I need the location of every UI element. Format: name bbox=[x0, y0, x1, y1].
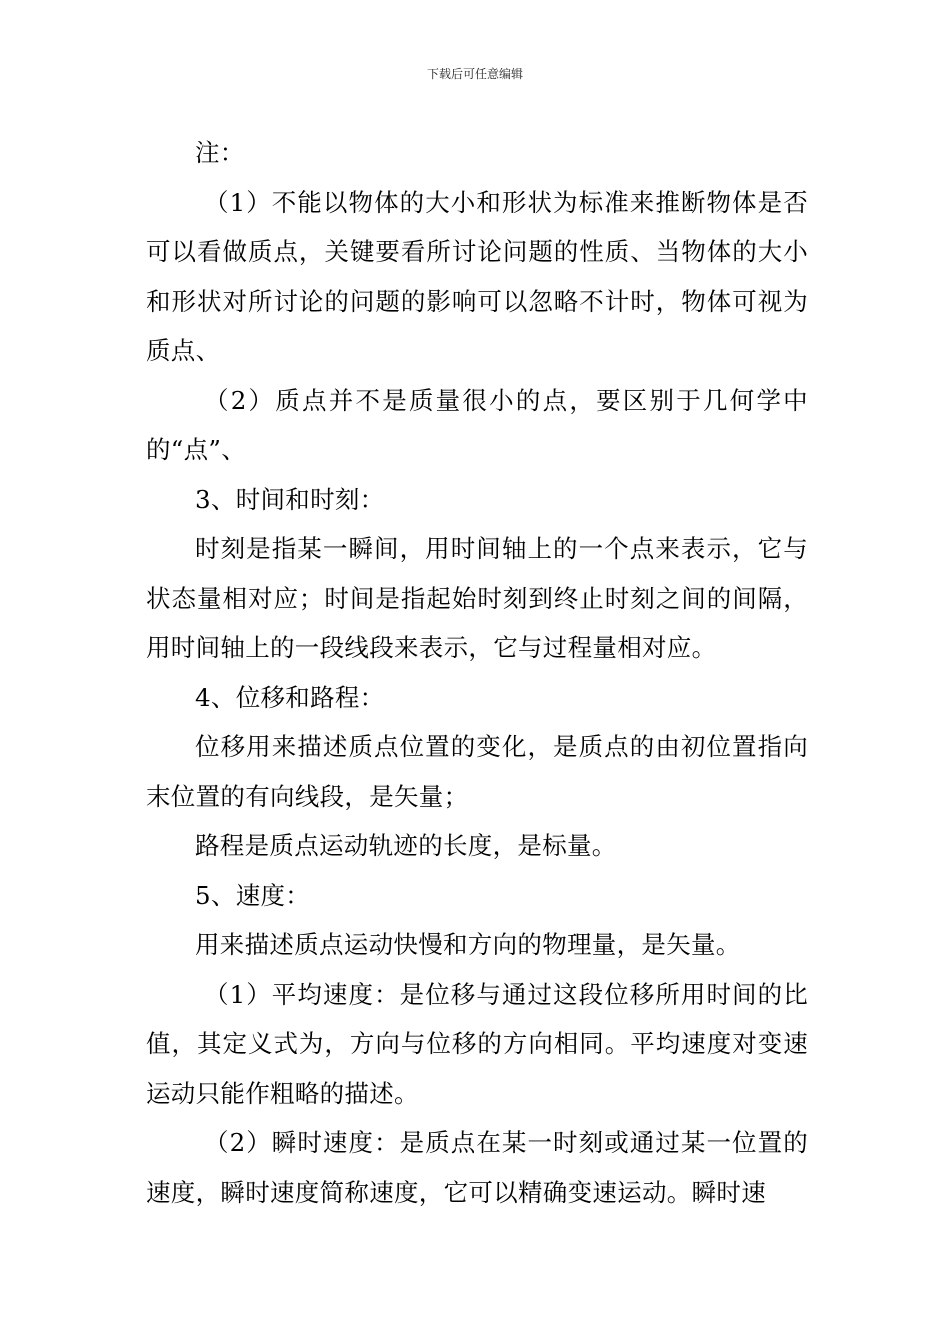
instantaneous-velocity-paragraph: （2）瞬时速度：是质点在某一时刻或通过某一位置的速度，瞬时速度简称速度，它可以精确变速运动。瞬时速 bbox=[146, 1128, 808, 1207]
distance-paragraph: 路程是质点运动轨迹的长度，是标量。 bbox=[195, 831, 617, 860]
average-velocity-paragraph: （1）平均速度：是位移与通过这段位移所用时间的比值，其定义式为，方向与位移的方向相同。平均速度对变速运动只能作粗略的描述。 bbox=[146, 979, 808, 1108]
note-item-1: （1）不能以物体的大小和形状为标准来推断物体是否可以看做质点，关键要看所讨论问题的性质、当物体的大小和形状对所讨论的问题的影响可以忽略不计时，物体可视为质点、 bbox=[146, 187, 808, 365]
section-heading-displacement: 4、位移和路程： bbox=[195, 682, 385, 712]
note-heading: 注： bbox=[195, 138, 245, 167]
time-paragraph: 时刻是指某一瞬间，用时间轴上的一个点来表示，它与状态量相对应；时间是指起始时刻到终止时刻之间的间隔，用时间轴上的一段线段来表示，它与过程量相对应。 bbox=[146, 534, 808, 662]
section-heading-time: 3、时间和时刻： bbox=[195, 484, 385, 514]
displacement-paragraph: 位移用来描述质点位置的变化，是质点的由初位置指向末位置的有向线段，是矢量； bbox=[146, 732, 808, 811]
document-body bbox=[146, 128, 808, 1217]
note-item-2: （2）质点并不是质量很小的点，要区别于几何学中的“点”、 bbox=[146, 385, 808, 464]
page-header: 下载后可任意编辑 bbox=[426, 67, 523, 81]
section-heading-velocity: 5、速度： bbox=[195, 880, 311, 910]
velocity-paragraph: 用来描述质点运动快慢和方向的物理量，是矢量。 bbox=[195, 930, 741, 959]
